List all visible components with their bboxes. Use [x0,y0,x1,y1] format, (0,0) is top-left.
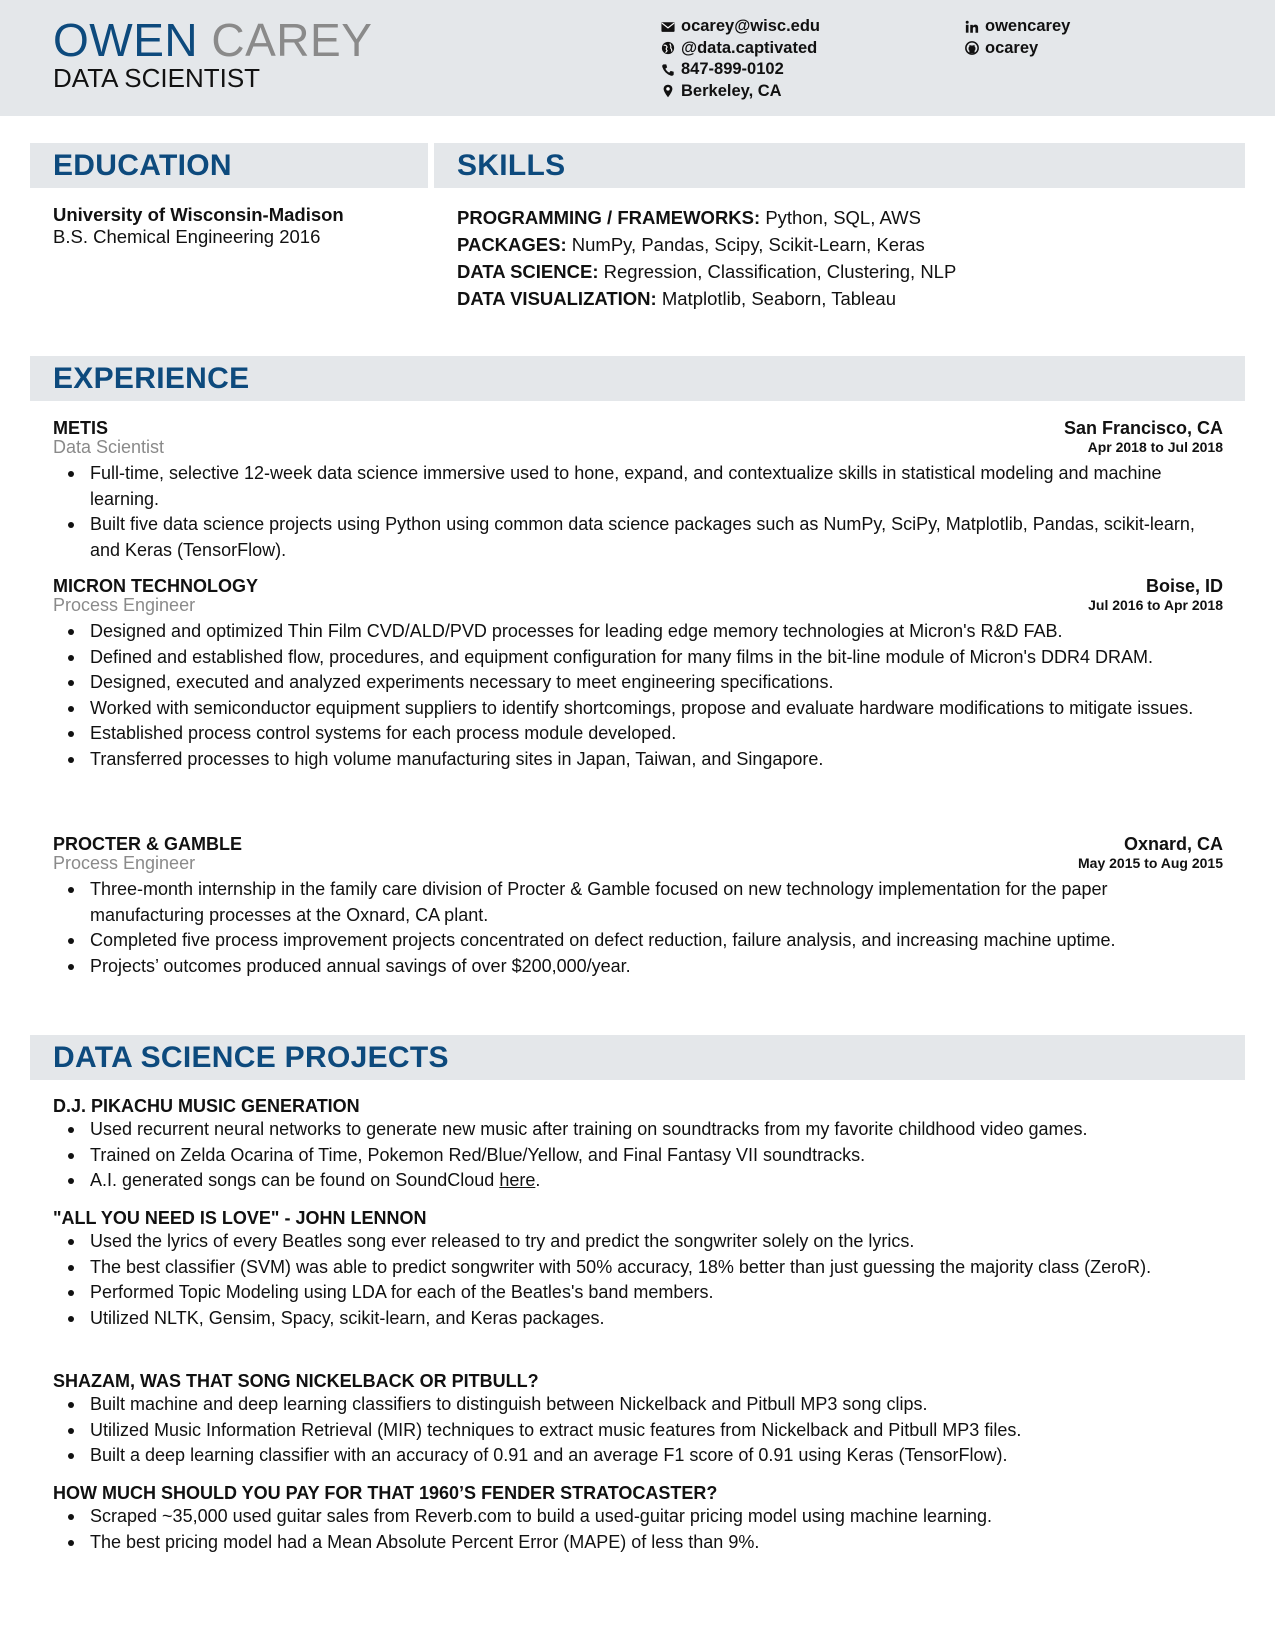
bullet-item: Established process control systems for each process module developed. [53,721,1223,747]
phone-icon [661,63,675,77]
project-title: HOW MUCH SHOULD YOU PAY FOR THAT 1960’S FENDER STRATOCASTER? [53,1483,718,1503]
bullet-item: Scraped ~35,000 used guitar sales from Reverb.com to build a used-guitar pricing model using machine learning. [53,1504,1223,1530]
contact-website[interactable] [661,38,820,60]
project-shazam [53,1370,1223,1469]
job-title: Process Engineer [53,595,196,615]
bullet-item: Used recurrent neural networks to generate new music after training on soundtracks from my favorite childhood video games. [53,1117,1223,1143]
skill-value: Python, SQL, AWS [760,207,921,228]
bullet-item: Used the lyrics of every Beatles song ever released to try and predict the songwriter solely on the lyrics. [53,1229,1223,1255]
job-header [53,833,1223,875]
contact-list-right [965,16,1070,59]
bullet-item: Utilized NLTK, Gensim, Spacy, scikit-learn, and Keras packages. [53,1306,1223,1332]
resume-header [0,0,1275,116]
skills-section [457,204,956,312]
contact-github[interactable] [965,38,1070,60]
bullet-item: Built a deep learning classifier with an accuracy of 0.91 and an average F1 score of 0.91 using Keras (TensorFlow). [53,1443,1223,1469]
contact-github-text: ocarey [985,38,1039,57]
education-heading: EDUCATION [53,149,232,182]
bullet-item [53,1168,1223,1194]
project-title: D.J. PIKACHU MUSIC GENERATION [53,1096,360,1116]
bullet-item: The best pricing model had a Mean Absolute Percent Error (MAPE) of less than 9%. [53,1530,1223,1556]
skill-label: DATA SCIENCE: [457,261,599,282]
skill-value: Regression, Classification, Clustering, NLP [598,261,957,282]
degree: B.S. Chemical Engineering 2016 [53,226,321,247]
skill-label: DATA VISUALIZATION: [457,288,657,309]
skill-label: PACKAGES: [457,234,567,255]
contact-location-text: Berkeley, CA [681,81,782,100]
skill-row [457,231,956,258]
job-location: Oxnard, CA [1123,834,1223,854]
skills-heading-band [434,143,1245,188]
bullet-item: Trained on Zelda Ocarina of Time, Pokemon Red/Blue/Yellow, and Final Fantasy VII soundtracks. [53,1143,1223,1169]
job-dates: Jul 2016 to Apr 2018 [1088,597,1223,613]
project-title: SHAZAM, WAS THAT SONG NICKELBACK OR PITBULL? [53,1371,539,1391]
map-marker-icon [661,84,675,98]
job-location: San Francisco, CA [1063,418,1223,438]
skill-label: PROGRAMMING / FRAMEWORKS: [457,207,761,228]
project-bullets [53,1229,1223,1331]
job-title: Data Scientist [53,437,165,457]
experience-heading: EXPERIENCE [53,362,250,395]
skill-value: NumPy, Pandas, Scipy, Scikit-Learn, Keras [566,234,925,255]
project-bullets [53,1504,1223,1555]
job-bullets [53,461,1223,563]
bullet-item: Built five data science projects using Python using common data science packages such as NumPy, SciPy, Matplotlib, Pandas, scikit-learn, and Keras (TensorFlow). [53,512,1223,563]
bullet-item: Worked with semiconductor equipment suppliers to identify shortcomings, propose and evaluate hardware modifications to mitigate issues. [53,696,1223,722]
project-dj-pikachu [53,1095,1223,1194]
project-all-you-need-is-love [53,1207,1223,1331]
job-company: METIS [53,418,109,438]
soundcloud-link[interactable]: here [499,1170,536,1190]
candidate-name [53,14,372,66]
bullet-item: Performed Topic Modeling using LDA for each of the Beatles's band members. [53,1280,1223,1306]
contact-email-text: ocarey@wisc.edu [681,17,820,35]
contact-phone-text: 847-899-0102 [681,60,784,78]
globe-icon [661,41,675,55]
job-entry-metis [53,417,1223,563]
skills-heading: SKILLS [457,149,566,182]
job-bullets [53,619,1223,772]
projects-heading: DATA SCIENCE PROJECTS [53,1041,449,1074]
bullet-item: Three-month internship in the family care division of Procter & Gamble focused on new technology implementation for the paper manufacturing processes at the Oxnard, CA plant. [53,877,1223,928]
bullet-item: The best classifier (SVM) was able to predict songwriter with 50% accuracy, 18% better than just guessing the majority class (ZeroR). [53,1255,1223,1281]
skill-row [457,285,956,312]
envelope-icon [661,20,675,34]
job-entry-micron [53,575,1223,772]
github-icon [965,41,979,55]
contact-phone[interactable] [661,59,820,81]
job-header [53,575,1223,617]
bullet-text: . [535,1170,541,1190]
bullet-item: Completed five process improvement projects concentrated on defect reduction, failure analysis, and increasing machine uptime. [53,928,1223,954]
contact-linkedin-text: owencarey [985,17,1071,35]
bullet-item: Designed, executed and analyzed experiments necessary to meet engineering specifications. [53,670,1223,696]
job-header [53,417,1223,459]
bullet-item: Designed and optimized Thin Film CVD/ALD/PVD processes for leading edge memory technologies at Micron's R&D FAB. [53,619,1223,645]
skill-row [457,258,956,285]
contact-location [661,81,820,103]
first-name: OWEN [53,14,199,66]
job-title: Process Engineer [53,853,196,873]
job-company: PROCTER & GAMBLE [53,834,242,854]
bullet-item: Utilized Music Information Retrieval (MIR) techniques to extract music features from Nickelback and Pitbull MP3 files. [53,1418,1223,1444]
education-heading-band [30,143,428,188]
bullet-item: Built machine and deep learning classifiers to distinguish between Nickelback and Pitbull MP3 song clips. [53,1392,1223,1418]
job-dates: May 2015 to Aug 2015 [1078,855,1223,871]
bullet-item: Full-time, selective 12-week data science immersive used to hone, expand, and contextualize skills in statistical modeling and machine learning. [53,461,1223,512]
bullet-item: Transferred processes to high volume manufacturing sites in Japan, Taiwan, and Singapore. [53,747,1223,773]
job-dates: Apr 2018 to Jul 2018 [1087,439,1223,455]
contact-website-text: @data.captivated [681,38,818,57]
project-title: "ALL YOU NEED IS LOVE" - JOHN LENNON [53,1208,427,1228]
linkedin-icon [965,20,979,34]
job-role: DATA SCIENTIST [53,63,261,93]
project-bullets [53,1117,1223,1194]
job-entry-procter-gamble [53,833,1223,979]
contact-linkedin[interactable] [965,16,1070,38]
skill-row [457,204,956,231]
bullet-text: A.I. generated songs can be found on SoundCloud [90,1170,500,1190]
skill-value: Matplotlib, Seaborn, Tableau [656,288,897,309]
experience-heading-band [30,356,1245,401]
education-section [53,204,344,248]
project-fender-stratocaster [53,1482,1223,1555]
bullet-item: Projects’ outcomes produced annual savings of over $200,000/year. [53,954,1223,980]
projects-heading-band [30,1035,1245,1080]
contact-list-left [661,16,820,102]
job-bullets [53,877,1223,979]
job-location: Boise, ID [1145,576,1223,596]
contact-email[interactable] [661,16,820,38]
last-name: CAREY [211,14,373,66]
bullet-item: Defined and established flow, procedures, and equipment configuration for many films in the bit-line module of Micron's DDR4 DRAM. [53,645,1223,671]
school-name: University of Wisconsin-Madison [53,204,344,225]
job-company: MICRON TECHNOLOGY [53,576,258,596]
project-bullets [53,1392,1223,1469]
